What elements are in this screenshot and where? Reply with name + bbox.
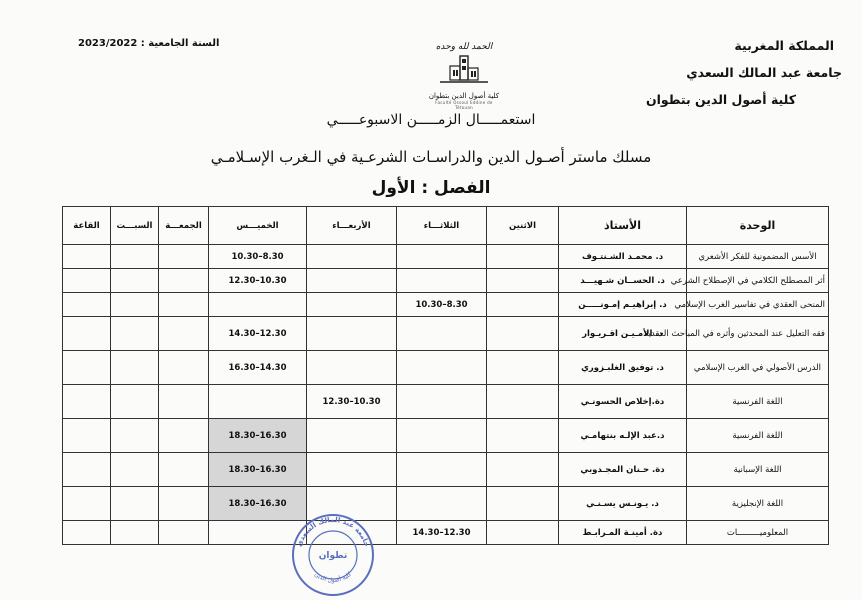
- friday-cell: [159, 317, 209, 351]
- svg-text:جامعة عبد المالك السعدي: [295, 516, 371, 548]
- header-tuesday: الثلاثـــاء: [397, 207, 487, 245]
- table-row: [63, 487, 829, 521]
- university-stamp: [290, 512, 376, 598]
- friday-cell: [159, 385, 209, 419]
- saturday-cell: [111, 293, 159, 317]
- tuesday-cell: 8.30–10.30: [397, 293, 487, 317]
- semester-title: الفصل : الأول: [371, 178, 491, 198]
- table-row: [63, 269, 829, 293]
- header-professor: الأستاذ: [559, 207, 687, 245]
- wednesday-cell: [307, 293, 397, 317]
- room-cell: [63, 453, 111, 487]
- header-room: القاعة: [63, 207, 111, 245]
- room-cell: [63, 317, 111, 351]
- building-logo-icon: [434, 52, 494, 88]
- friday-cell: [159, 293, 209, 317]
- thursday-cell: 16.30–18.30: [209, 453, 307, 487]
- table-row: [63, 419, 829, 453]
- friday-cell: [159, 269, 209, 293]
- room-cell: [63, 385, 111, 419]
- professor-cell: د. يـونـس يسـنـي: [559, 487, 687, 521]
- monday-cell: [487, 453, 559, 487]
- saturday-cell: [111, 487, 159, 521]
- faculty-logo: [428, 42, 500, 110]
- university-name: جامعة عبد المالك السعدي: [686, 65, 842, 80]
- unit-cell: فقه التعليل عند المحدثين وأثره في المباحث العقدية: [687, 317, 829, 351]
- tuesday-cell: [397, 245, 487, 269]
- saturday-cell: [111, 351, 159, 385]
- logo-motto: الحمد لله وحده: [435, 42, 493, 52]
- room-cell: [63, 293, 111, 317]
- saturday-cell: [111, 317, 159, 351]
- room-cell: [63, 269, 111, 293]
- stamp-inner-text: كلية أصول الدين: [313, 570, 353, 585]
- thursday-cell: 14.30–16.30: [209, 351, 307, 385]
- monday-cell: [487, 293, 559, 317]
- room-cell: [63, 487, 111, 521]
- tuesday-cell: [397, 317, 487, 351]
- unit-cell: اللغة الفرنسية: [687, 419, 829, 453]
- tuesday-cell: [397, 453, 487, 487]
- friday-cell: [159, 521, 209, 545]
- thursday-cell: 12.30–14.30: [209, 317, 307, 351]
- table-row: [63, 453, 829, 487]
- table-row: [63, 293, 829, 317]
- header-friday: الجمعـــة: [159, 207, 209, 245]
- svg-text:كلية أصول الدين: [313, 571, 353, 584]
- table-row: [63, 351, 829, 385]
- unit-cell: الأسس المضمونية للفكر الأشعري: [687, 245, 829, 269]
- saturday-cell: [111, 269, 159, 293]
- monday-cell: [487, 269, 559, 293]
- monday-cell: [487, 385, 559, 419]
- monday-cell: [487, 317, 559, 351]
- unit-cell: المنحى العقدي في تفاسير الغرب الإسلامي: [687, 293, 829, 317]
- monday-cell: [487, 419, 559, 453]
- room-cell: [63, 351, 111, 385]
- saturday-cell: [111, 245, 159, 269]
- stamp-center-text: تطوان: [318, 551, 348, 561]
- header-monday: الاثنين: [487, 207, 559, 245]
- weekly-schedule-table: [62, 206, 829, 545]
- table-row: [63, 245, 829, 269]
- logo-subcaption: Faculté Ossoul Eddine de Tétouan: [435, 100, 493, 110]
- faculty-name: كلية أصول الدين بتطوان: [645, 92, 796, 107]
- friday-cell: [159, 245, 209, 269]
- professor-cell: د. توفيق الغلبـزوري: [559, 351, 687, 385]
- thursday-cell: [209, 385, 307, 419]
- professor-cell: د. إبراهيـم إمـونـــــن: [559, 293, 687, 317]
- wednesday-cell: [307, 317, 397, 351]
- professor-cell: د. الأمـيـن اقـريـوار: [559, 317, 687, 351]
- tuesday-cell: [397, 419, 487, 453]
- monday-cell: [487, 487, 559, 521]
- thursday-cell: 10.30–12.30: [209, 269, 307, 293]
- unit-cell: اللغة الإسبانية: [687, 453, 829, 487]
- table-header-row: [63, 207, 829, 245]
- kingdom-name: المملكة المغربية: [734, 38, 834, 53]
- unit-cell: اللغة الإنجليزية: [687, 487, 829, 521]
- table-row: [63, 317, 829, 351]
- header-saturday: السبـــت: [111, 207, 159, 245]
- saturday-cell: [111, 385, 159, 419]
- professor-cell: د. الحســان شـهيـــد: [559, 269, 687, 293]
- wednesday-cell: [307, 245, 397, 269]
- tuesday-cell: [397, 351, 487, 385]
- monday-cell: [487, 245, 559, 269]
- professor-cell: د. محمـد الشـنتـوف: [559, 245, 687, 269]
- thursday-cell: [209, 293, 307, 317]
- wednesday-cell: 10.30–12.30: [307, 385, 397, 419]
- room-cell: [63, 419, 111, 453]
- wednesday-cell: [307, 269, 397, 293]
- professor-cell: دة. أمينـة المـرابـط: [559, 521, 687, 545]
- header-thursday: الخميـــس: [209, 207, 307, 245]
- room-cell: [63, 245, 111, 269]
- tuesday-cell: [397, 269, 487, 293]
- program-title: مسلك ماستر أصـول الدين والدراسـات الشرعـية في الـغرب الإسـلامـي: [210, 148, 652, 166]
- unit-cell: الدرس الأصولي في الغرب الإسلامي: [687, 351, 829, 385]
- unit-cell: اللغة الفرنسية: [687, 385, 829, 419]
- monday-cell: [487, 351, 559, 385]
- unit-cell: أثر المصطلح الكلامي في الإصطلاح الشرعي: [687, 269, 829, 293]
- stamp-outer-text: جامعة عبد المالك السعدي: [295, 515, 371, 548]
- professor-cell: د.عبد الإلـه بنتهامـي: [559, 419, 687, 453]
- thursday-cell: 8.30–10.30: [209, 245, 307, 269]
- professor-cell: دة.إخلاص الحسونـي: [559, 385, 687, 419]
- monday-cell: [487, 521, 559, 545]
- institution-header: [645, 38, 842, 119]
- unit-cell: المعلوميـــــــــات: [687, 521, 829, 545]
- friday-cell: [159, 453, 209, 487]
- tuesday-cell: 12.30–14.30: [397, 521, 487, 545]
- thursday-cell: 16.30–18.30: [209, 419, 307, 453]
- logo-caption: كلية أصول الدين بتطوان: [428, 92, 500, 100]
- room-cell: [63, 521, 111, 545]
- saturday-cell: [111, 419, 159, 453]
- thursday-cell: 16.30–18.30: [209, 487, 307, 521]
- schedule-title: استعمـــــال الزمـــــن الاسبوعـــــي: [326, 112, 536, 128]
- professor-cell: دة. حـنان المجـدوبي: [559, 453, 687, 487]
- academic-year: السنة الجامعية : 2023/2022: [78, 38, 220, 49]
- saturday-cell: [111, 453, 159, 487]
- tuesday-cell: [397, 487, 487, 521]
- table-row: [63, 521, 829, 545]
- friday-cell: [159, 351, 209, 385]
- table-row: [63, 385, 829, 419]
- header-wednesday: الأربعـــاء: [307, 207, 397, 245]
- friday-cell: [159, 419, 209, 453]
- header-unit: الوحدة: [687, 207, 829, 245]
- saturday-cell: [111, 521, 159, 545]
- wednesday-cell: [307, 351, 397, 385]
- friday-cell: [159, 487, 209, 521]
- wednesday-cell: [307, 419, 397, 453]
- wednesday-cell: [307, 453, 397, 487]
- tuesday-cell: [397, 385, 487, 419]
